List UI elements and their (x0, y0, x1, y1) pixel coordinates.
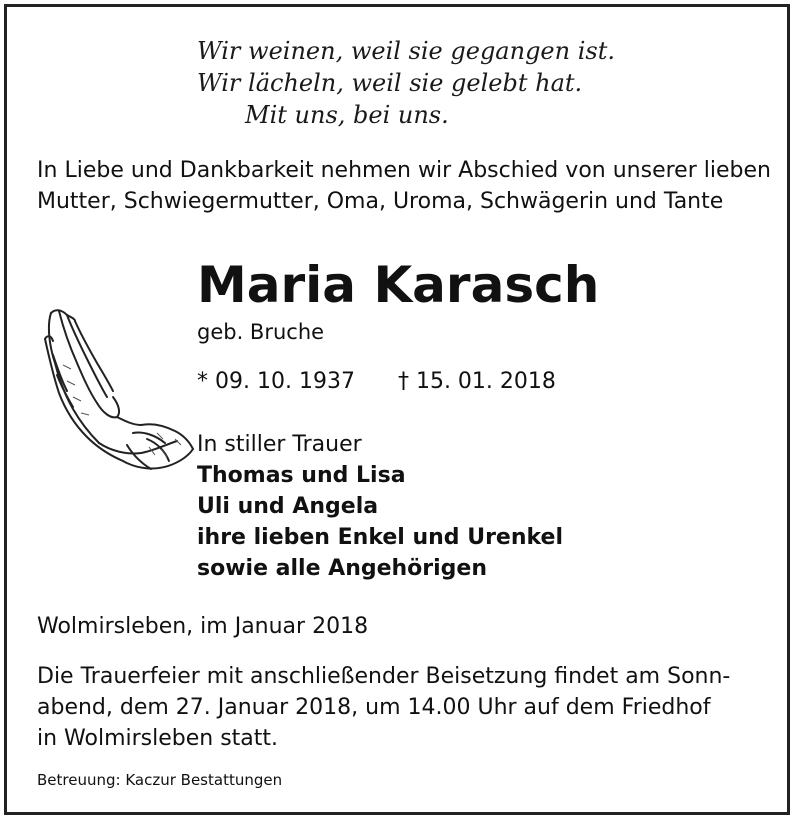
intro-text: In Liebe und Dankbarkeit nehmen wir Abschied von unserer lieben Mutter, Schwiegermutter, Oma, Uroma, Schwägerin und Tante (37, 158, 771, 214)
service-line: abend, dem 27. Januar 2018, um 14.00 Uhr auf dem Friedhof (37, 695, 711, 720)
place-date: Wolmirsleben, im Januar 2018 (37, 614, 369, 639)
praying-hands-icon (37, 305, 197, 485)
death-date: † 15. 01. 2018 (397, 369, 556, 394)
life-dates (197, 367, 556, 397)
poem-line: Wir lächeln, weil sie gelebt hat. (197, 69, 583, 97)
obituary-notice (4, 4, 790, 815)
poem-line: Wir weinen, weil sie gegangen ist. (197, 37, 615, 65)
mourner-line: sowie alle Angehörigen (197, 556, 488, 581)
mourner-line: Uli und Angela (197, 494, 379, 519)
service-info (37, 661, 771, 754)
birth-name: geb. Bruche (197, 320, 325, 344)
mourner-line: Thomas und Lisa (197, 463, 406, 488)
service-line: Die Trauerfeier mit anschließender Beisetzung findet am Sonn- (37, 664, 731, 689)
deceased-name: Maria Karasch (197, 256, 600, 314)
service-line: in Wolmirsleben statt. (37, 726, 279, 751)
birth-date: * 09. 10. 1937 (197, 369, 355, 394)
funeral-home: Betreuung: Kaczur Bestattungen (37, 771, 283, 789)
poem (197, 35, 615, 131)
mourners-block (197, 429, 563, 584)
mourner-line: ihre lieben Enkel und Urenkel (197, 525, 564, 550)
poem-line: Mit uns, bei uns. (245, 101, 449, 129)
mourners-heading: In stiller Trauer (197, 432, 362, 457)
